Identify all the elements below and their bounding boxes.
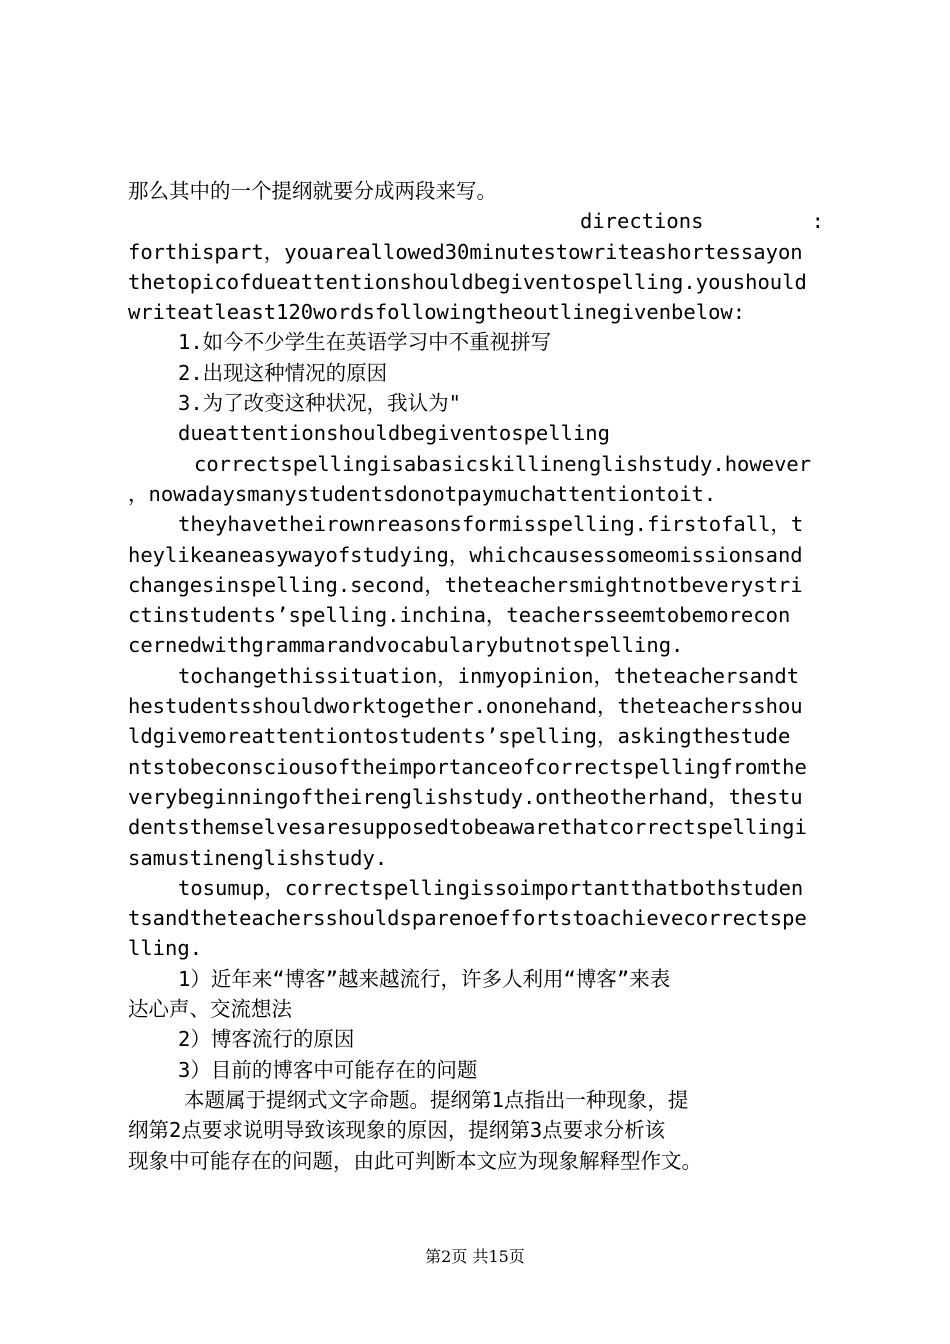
- text-line: 纲第2点要求说明导致该现象的原因，提纲第3点要求分析该: [128, 1118, 666, 1143]
- text-line: 那么其中的一个提纲就要分成两段来写。: [128, 179, 497, 203]
- text-line: 达心声、交流想法: [128, 997, 292, 1022]
- outline-item: 1）近年来“博客”越来越流行，许多人利用“博客”来表: [178, 966, 671, 991]
- text-line: hestudentsshouldworktogether.ononehand，theteachersshou: [128, 694, 803, 719]
- directions-label: directions: [580, 209, 704, 234]
- text-line: cernedwithgrammarandvocabularybutnotspelling.: [128, 633, 684, 658]
- text-line: tosumup，correctspellingissoimportantthatbothstuden: [178, 875, 804, 900]
- directions-colon: :: [811, 209, 824, 234]
- text-line: 现象中可能存在的问题，由此可判断本文应为现象解释型作文。: [128, 1148, 702, 1173]
- outline-item: 2）博客流行的原因: [178, 1027, 355, 1052]
- text-line: forthispart，youareallowed30minutestowriteashortessayon: [128, 239, 803, 264]
- text-line: samustinenglishstudy.: [128, 845, 388, 870]
- text-line: thetopicofdueattentionshouldbegiventospelling.youshould: [128, 269, 807, 294]
- text-line: 本题属于提纲式文字命题。提纲第1点指出一种现象，提: [184, 1087, 689, 1112]
- outline-item: 1.如今不少学生在英语学习中不重视拼写: [178, 330, 552, 355]
- text-line: tsandtheteachersshouldsparenoeffortstoachievecorrectspe: [128, 906, 807, 931]
- text-line: changesinspelling.second，theteachersmightnotbeverystri: [128, 572, 803, 597]
- essay-title: dueattentionshouldbegiventospelling: [178, 421, 610, 446]
- text-line: ctinstudents’spelling.inchina，teachersseemtobemorecon: [128, 603, 791, 628]
- text-line: theyhavetheirownreasonsformisspelling.firstofall，t: [178, 512, 804, 537]
- text-line: ntstobeconsciousoftheimportanceofcorrectspellingfromthe: [128, 754, 807, 779]
- text-line: writeatleast120wordsfollowingtheoutlinegivenbelow:: [128, 300, 746, 325]
- outline-item: 2.出现这种情况的原因: [178, 360, 388, 385]
- text-line: ，nowadaysmanystudentsdonotpaymuchattentiontoit.: [128, 481, 717, 506]
- text-line: ldgivemoreattentiontostudents’spelling，askingthestude: [128, 724, 791, 749]
- outline-item: 3.为了改变这种状况，我认为": [178, 391, 462, 416]
- page-footer: 第2页 共15页: [425, 1247, 525, 1266]
- text-line: dentsthemselvesaresupposedtobeawarethatcorrectspellingi: [128, 815, 807, 840]
- outline-item: 3）目前的博客中可能存在的问题: [178, 1057, 478, 1082]
- text-line: tochangethissituation，inmyopinion，theteachersandt: [178, 663, 800, 688]
- text-line: heylikeaneasywayofstudying，whichcausessomeomissionsand: [128, 542, 803, 567]
- text-line: correctspellingisabasicskillinenglishstudy.however: [194, 451, 812, 476]
- document-body: [128, 176, 834, 1176]
- directions-heading: [128, 206, 834, 236]
- text-line: verybeginningoftheirenglishstudy.ontheotherhand，thestu: [128, 784, 803, 809]
- text-line: lling.: [128, 936, 203, 961]
